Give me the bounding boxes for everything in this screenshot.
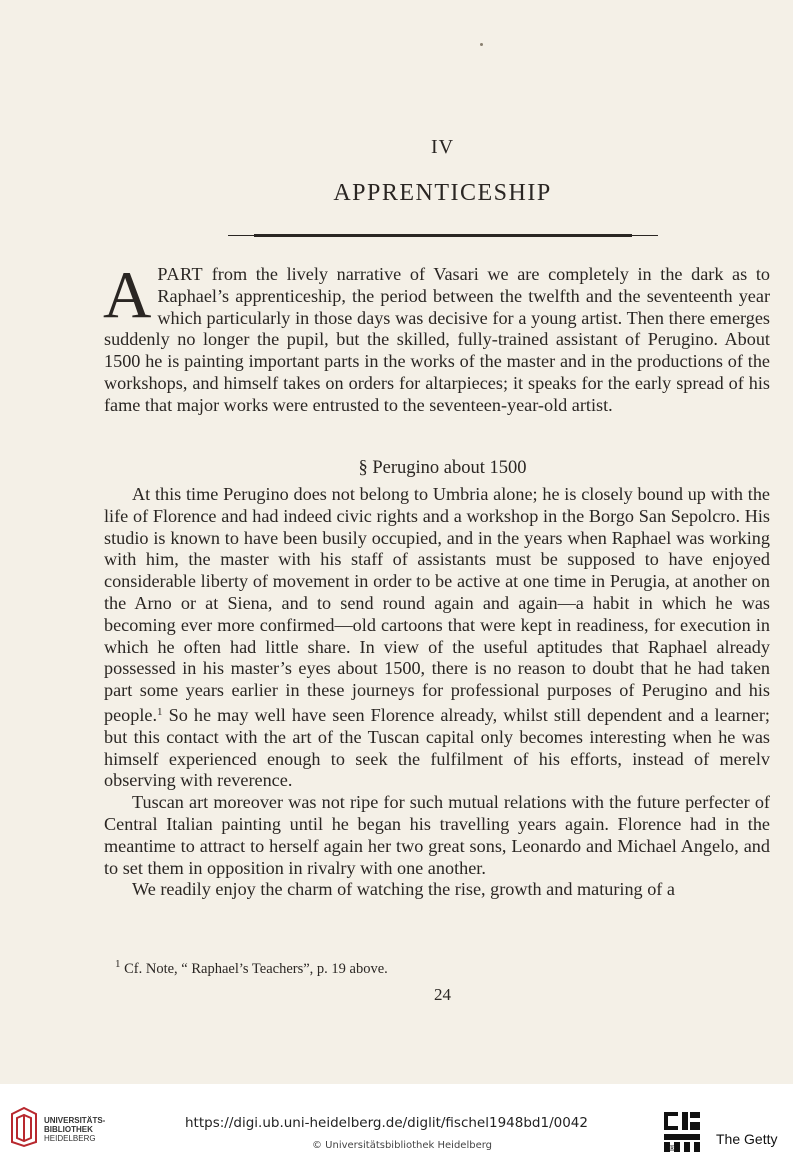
paragraph-2-text-a: At this time Perugino does not belong to Umbria alone; he is closely bound up with the life of Florence and had indeed civic rights and a workshop in the Borgo San Sepolcro. His studio is known to have been busily occupied, and in the years when Raphael was working with him, the master with his staff of assistants must be supposed to have enjoyed considerable liberty of movement in order to be active at one time in Perugia, at another on the Arno or at Siena, and to send round again and again—a habit in which he was becoming ever more confirmed—old cartoons that were kept in readiness, for execution in which he often had little share. In view of the useful aptitudes that Raphael already possessed in his master’s eyes about 1500, there is no reason to doubt that he had taken part some years earlier in these journeys for professional purposes of Perugino and his people. (104, 484, 770, 725)
footnote-reference: 1 (157, 705, 163, 718)
footnote-marker: 1 (115, 958, 121, 970)
library-name-line-1: UNIVERSITÄTS- (44, 1116, 106, 1125)
paragraph-2-text-b: So he may well have seen Florence already, whilst still dependent and a learner; but this contact with the art of the Tuscan capital only becomes interesting when he was himself experienced enough to seek the fulfilment of his efforts, instead of merelv observing with reverence. (104, 704, 770, 791)
body-text (104, 484, 770, 901)
section-heading: § Perugino about 1500 (358, 458, 527, 478)
copyright-notice: © Universitätsbibliothek Heidelberg (312, 1140, 493, 1151)
opening-paragraph-text: from the lively narrative of Vasari we are completely in the dark as to Raphael’s apprenticeship, the period between the twelfth and the seventeenth year which particularly in those days was decisive for a young artist. Then there emerges suddenly no longer the pupil, but the skilled, fully-trained assistant of Perugino. About 1500 he is painting important parts in the works of the master and in the productions of the workshops, and himself takes on orders for altarpieces; it speaks for the early spread of his fame that major works were entrusted to the seventeen-year-old artist. (104, 264, 770, 415)
library-name-line-3: HEIDELBERG (44, 1134, 96, 1143)
chapter-number: IV (430, 136, 455, 158)
paragraph-2 (104, 484, 770, 792)
registered-mark: ® (668, 1144, 676, 1153)
drop-cap: A (103, 258, 152, 332)
chapter-title: APPRENTICESHIP (333, 180, 552, 206)
library-logo-icon (8, 1106, 40, 1148)
paragraph-4: We readily enjoy the charm of watching the rise, growth and maturing of a (132, 879, 675, 900)
opening-paragraph (103, 258, 770, 417)
title-rule (228, 234, 658, 237)
footnote-text: Cf. Note, “ Raphael’s Teachers”, p. 19 above. (120, 961, 388, 977)
scan-speck (480, 43, 483, 46)
library-name (44, 1116, 105, 1143)
getty-label: The Getty (716, 1131, 778, 1147)
footnote (115, 958, 388, 978)
library-name-line-2: BIBLIOTHEK (44, 1125, 93, 1134)
paragraph-3: Tuscan art moreover was not ripe for such mutual relations with the future perfecter of Central Italian painting until he began his travelling years again. Florence had in the meantime to attract to herself again her two great sons, Leonardo and Michael Angelo, and to set them in opposition in rivalry with one another. (104, 792, 770, 878)
permalink-url[interactable]: https://digi.ub.uni-heidelberg.de/diglit/fischel1948bd1/0042 (185, 1115, 588, 1131)
opening-word: PART (157, 264, 204, 284)
page-number: 24 (434, 985, 451, 1004)
